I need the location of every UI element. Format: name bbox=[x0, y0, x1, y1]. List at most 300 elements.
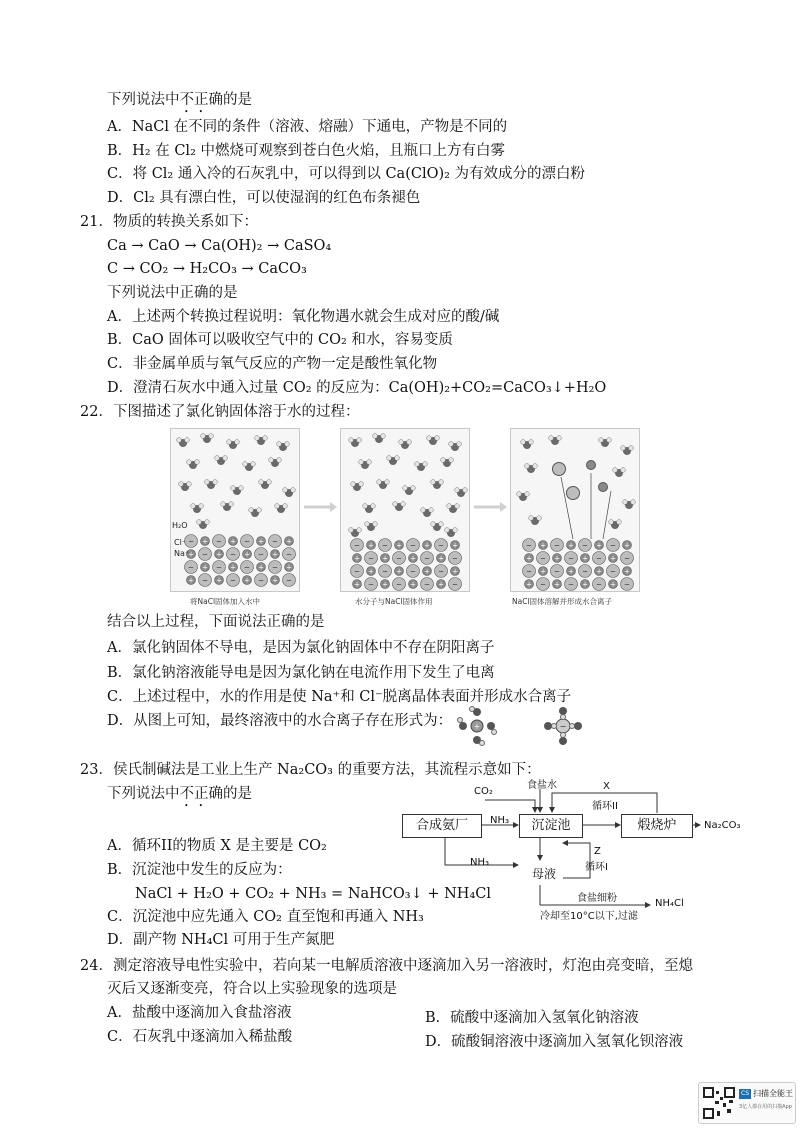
svg-text:+: + bbox=[396, 567, 402, 576]
svg-text:−: − bbox=[286, 576, 292, 585]
svg-text:−: − bbox=[382, 567, 388, 576]
cooling-label: 冷却至10°C以下,过滤 bbox=[540, 911, 638, 922]
svg-text:−: − bbox=[540, 554, 546, 563]
water-molecule bbox=[255, 436, 268, 445]
svg-text:−: − bbox=[368, 580, 374, 589]
nacl-panel-1 bbox=[170, 428, 300, 592]
q23-ask bbox=[107, 784, 252, 810]
water-molecule bbox=[549, 436, 562, 445]
svg-text:+: + bbox=[216, 550, 222, 559]
hydrated-na-ion bbox=[599, 483, 608, 492]
na-ion bbox=[525, 554, 534, 563]
svg-text:−: − bbox=[424, 580, 430, 589]
q21-option-c: C．非金属单质与氧气反应的产物一定是酸性氧化物 bbox=[107, 356, 438, 372]
svg-text:−: − bbox=[230, 576, 236, 585]
q22-option-c: C．上述过程中，水的作用是使 Na⁺和 Cl⁻脱离晶体表面并形成水合离子 bbox=[107, 689, 572, 705]
water-molecule bbox=[623, 500, 636, 509]
svg-text:−: − bbox=[424, 554, 430, 563]
cl-ion bbox=[227, 548, 240, 561]
svg-text:−: − bbox=[582, 541, 588, 550]
na-ion bbox=[353, 580, 362, 589]
nh3-label-top: NH₃ bbox=[490, 815, 510, 826]
water-molecule bbox=[227, 440, 240, 449]
cl-ion bbox=[435, 565, 448, 578]
water-molecule bbox=[205, 480, 218, 489]
na-ion bbox=[353, 554, 362, 563]
svg-text:−: − bbox=[272, 537, 278, 546]
cl-ion bbox=[241, 535, 254, 548]
svg-text:−: − bbox=[396, 554, 402, 563]
cl-ion bbox=[393, 552, 406, 565]
q21-option-b: B．CaO 固体可以吸收空气中的 CO₂ 和水，容易变质 bbox=[107, 332, 453, 348]
h2o-label: H₂O bbox=[172, 521, 188, 530]
badge-subtitle: 3亿人都在用的扫描App bbox=[739, 1104, 792, 1110]
svg-text:+: + bbox=[410, 554, 416, 563]
cs-logo: CS bbox=[741, 1090, 749, 1097]
svg-text:−: − bbox=[568, 580, 574, 589]
water-molecule bbox=[283, 488, 296, 497]
na-ion bbox=[581, 580, 590, 589]
svg-text:+: + bbox=[554, 554, 560, 563]
q20-option-a: A．NaCl 在不同的条件（溶液、熔融）下通电，产物是不同的 bbox=[107, 119, 508, 135]
svg-text:+: + bbox=[473, 722, 481, 731]
svg-text:+: + bbox=[202, 537, 208, 546]
panel-1-caption: 将NaCl固体加入水中 bbox=[190, 597, 261, 606]
na-ion bbox=[367, 567, 376, 576]
water-molecule bbox=[269, 458, 282, 467]
water-molecule bbox=[363, 504, 376, 513]
svg-text:+: + bbox=[382, 554, 388, 563]
water-molecule bbox=[177, 438, 190, 447]
q20-option-d: D．Cl₂ 具有漂白性，可以使湿润的红色布条褪色 bbox=[107, 190, 421, 206]
cl-ion bbox=[537, 552, 550, 565]
q20-ask-post: 确的是 bbox=[208, 92, 252, 108]
svg-text:+: + bbox=[272, 550, 278, 559]
na-ion bbox=[595, 541, 604, 550]
hydrated-cl-ion bbox=[567, 487, 580, 500]
cl-ion bbox=[213, 561, 226, 574]
q21-chain-2: C → CO₂ → H₂CO₃ → CaCO₃ bbox=[107, 261, 307, 277]
co2-label: CO₂ bbox=[474, 786, 493, 797]
q24-stem-line-2: 灭后又逐渐变亮，符合以上实验现象的选项是 bbox=[107, 981, 397, 997]
q24-option-b: B．硫酸中逐滴加入氢氧化钠溶液 bbox=[425, 1010, 639, 1026]
q23-option-c: C．沉淀池中应先通入 CO₂ 直至饱和再通入 NH₃ bbox=[107, 909, 424, 925]
svg-text:+: + bbox=[424, 567, 430, 576]
cl-ion bbox=[565, 578, 578, 591]
cl-ion bbox=[523, 539, 536, 552]
svg-text:−: − bbox=[354, 567, 360, 576]
water-molecule bbox=[521, 440, 534, 449]
cl-ion bbox=[621, 552, 634, 565]
svg-text:+: + bbox=[230, 563, 236, 572]
hydrated-ion-na-icon bbox=[452, 706, 502, 746]
na-ion bbox=[567, 567, 576, 576]
q23-option-a: A．循环II的物质 X 是主要是 CO₂ bbox=[107, 838, 327, 854]
svg-text:+: + bbox=[258, 537, 264, 546]
svg-text:−: − bbox=[624, 580, 630, 589]
arrow-right-icon bbox=[302, 500, 338, 514]
svg-text:+: + bbox=[272, 576, 278, 585]
svg-text:−: − bbox=[258, 576, 264, 585]
q24-option-c: C．石灰乳中逐滴加入稀盐酸 bbox=[107, 1029, 293, 1045]
water-molecule bbox=[431, 480, 444, 489]
z-label: Z bbox=[594, 846, 601, 857]
svg-text:−: − bbox=[526, 541, 532, 550]
cycle-2-label: 循环II bbox=[592, 801, 618, 812]
water-molecule bbox=[525, 464, 538, 473]
svg-text:+: + bbox=[554, 580, 560, 589]
na-ion bbox=[395, 567, 404, 576]
salt-powder-label: 食盐细粉 bbox=[577, 893, 617, 904]
na-ion bbox=[437, 554, 446, 563]
water-molecule bbox=[191, 504, 204, 513]
dissolve-arrow bbox=[603, 491, 611, 539]
water-molecule bbox=[393, 502, 406, 511]
water-molecule bbox=[403, 486, 416, 495]
svg-text:−: − bbox=[540, 580, 546, 589]
precipitation-tank-box: 沉淀池 bbox=[519, 814, 583, 838]
water-molecule bbox=[441, 458, 454, 467]
cl-ion bbox=[607, 539, 620, 552]
na-ion bbox=[271, 550, 280, 559]
na-ion bbox=[285, 563, 294, 572]
cl-ion bbox=[379, 565, 392, 578]
na-ion bbox=[229, 563, 238, 572]
svg-text:+: + bbox=[286, 537, 292, 546]
na-ion bbox=[215, 550, 224, 559]
q23-option-b: B．沉淀池中发生的反应为： bbox=[107, 862, 292, 878]
cycle-1-label: 循环I bbox=[585, 862, 608, 873]
svg-text:−: − bbox=[216, 563, 222, 572]
svg-text:−: − bbox=[396, 580, 402, 589]
water-molecule bbox=[377, 480, 390, 489]
nacl-panel-1-drawing bbox=[171, 429, 299, 591]
cl-ion bbox=[593, 578, 606, 591]
svg-text:+: + bbox=[258, 563, 264, 572]
na-ion bbox=[271, 576, 280, 585]
svg-text:+: + bbox=[610, 580, 616, 589]
na-ion bbox=[187, 576, 196, 585]
na-ion bbox=[243, 550, 252, 559]
svg-text:−: − bbox=[230, 550, 236, 559]
cl-ion bbox=[255, 548, 268, 561]
q21-option-d: D．澄清石灰水中通入过量 CO₂ 的反应为：Ca(OH)₂+CO₂=CaCO₃↓+H₂O bbox=[107, 380, 607, 396]
svg-text:+: + bbox=[568, 541, 574, 550]
svg-text:+: + bbox=[354, 554, 360, 563]
water-molecule bbox=[399, 440, 412, 449]
svg-text:+: + bbox=[286, 563, 292, 572]
water-molecule bbox=[613, 468, 626, 477]
water-molecule bbox=[373, 434, 386, 443]
na-ion bbox=[423, 567, 432, 576]
cl-ion bbox=[579, 539, 592, 552]
svg-text:+: + bbox=[230, 537, 236, 546]
water-molecule bbox=[621, 446, 634, 455]
q24-option-a: A．盐酸中逐滴加入食盐溶液 bbox=[107, 1005, 292, 1021]
cl-ion bbox=[565, 552, 578, 565]
calcination-furnace-box: 煅烧炉 bbox=[621, 814, 693, 838]
na-label: Na⁺ bbox=[174, 549, 190, 558]
q21-stem: 21．物质的转换关系如下： bbox=[80, 214, 258, 230]
q21-option-a: A．上述两个转换过程说明：氧化物遇水就会生成对应的酸/碱 bbox=[107, 309, 500, 325]
svg-text:−: − bbox=[568, 554, 574, 563]
hydrated-cl-ion bbox=[553, 463, 566, 476]
na-ion bbox=[525, 580, 534, 589]
water-molecule bbox=[277, 442, 290, 451]
svg-text:−: − bbox=[526, 567, 532, 576]
water-molecule bbox=[365, 522, 378, 531]
cl-ion bbox=[551, 539, 564, 552]
svg-text:−: − bbox=[286, 550, 292, 559]
q21-chain-1: Ca → CaO → Ca(OH)₂ → CaSO₄ bbox=[107, 238, 332, 254]
svg-text:−: − bbox=[596, 554, 602, 563]
water-molecule bbox=[215, 456, 228, 465]
na-ion bbox=[201, 563, 210, 572]
svg-text:+: + bbox=[368, 567, 374, 576]
cl-ion bbox=[283, 574, 296, 587]
cl-ion bbox=[351, 565, 364, 578]
svg-text:+: + bbox=[438, 554, 444, 563]
svg-text:+: + bbox=[610, 554, 616, 563]
water-molecule bbox=[415, 462, 428, 471]
svg-text:−: − bbox=[188, 563, 194, 572]
cl-label: Cl⁻ bbox=[174, 538, 187, 547]
cl-ion bbox=[407, 565, 420, 578]
na-ion bbox=[409, 580, 418, 589]
nh3-label-bottom: NH₃ bbox=[470, 857, 490, 868]
svg-text:+: + bbox=[202, 563, 208, 572]
svg-text:−: − bbox=[554, 567, 560, 576]
svg-text:−: − bbox=[410, 541, 416, 550]
water-molecule bbox=[447, 504, 460, 513]
na-ion bbox=[581, 554, 590, 563]
na-ion bbox=[367, 541, 376, 550]
svg-text:+: + bbox=[368, 541, 374, 550]
svg-text:−: − bbox=[582, 567, 588, 576]
water-molecule bbox=[179, 482, 192, 491]
na-ion bbox=[437, 580, 446, 589]
q23-option-d: D．副产物 NH₄Cl 可用于生产氮肥 bbox=[107, 932, 335, 948]
svg-text:+: + bbox=[438, 580, 444, 589]
q22-option-d: D．从图上可知，最终溶液中的水合离子存在形式为： bbox=[107, 713, 453, 729]
svg-text:+: + bbox=[526, 554, 532, 563]
arrow-right-icon bbox=[472, 500, 508, 514]
na-ion bbox=[423, 541, 432, 550]
hydrated-na-ion bbox=[587, 461, 596, 470]
svg-text:+: + bbox=[188, 576, 194, 585]
water-molecule bbox=[445, 528, 458, 537]
svg-text:−: − bbox=[438, 567, 444, 576]
na-ion bbox=[381, 580, 390, 589]
na-ion bbox=[609, 580, 618, 589]
q22-option-a: A．氯化钠固体不导电，是因为氯化钠固体中不存在阴阳离子 bbox=[107, 640, 495, 656]
cl-ion bbox=[213, 535, 226, 548]
svg-text:+: + bbox=[452, 567, 458, 576]
water-molecule bbox=[249, 508, 262, 517]
nacl-panel-2-drawing bbox=[341, 429, 469, 591]
water-molecule bbox=[421, 508, 434, 517]
scanner-badge bbox=[698, 1082, 796, 1124]
panel-3-caption: NaCl固体溶解并形成水合离子 bbox=[512, 597, 613, 606]
q20-ask-emph: 不正 bbox=[179, 92, 209, 108]
svg-text:−: − bbox=[258, 550, 264, 559]
na-ion bbox=[539, 541, 548, 550]
panel-2-caption: 水分子与NaCl固体作用 bbox=[355, 597, 433, 606]
nh4cl-label: NH₄Cl bbox=[655, 898, 684, 909]
cl-ion bbox=[449, 578, 462, 591]
svg-text:−: − bbox=[624, 554, 630, 563]
water-molecule bbox=[275, 504, 288, 513]
water-molecule bbox=[351, 482, 364, 491]
q23-option-b-equation: NaCl + H₂O + CO₂ + NH₃ = NaHCO₃↓ + NH₄Cl bbox=[135, 886, 491, 902]
cl-ion bbox=[269, 561, 282, 574]
cl-ion bbox=[365, 552, 378, 565]
svg-text:+: + bbox=[244, 550, 250, 559]
water-molecule bbox=[197, 520, 210, 529]
cl-ion bbox=[351, 539, 364, 552]
na-ion bbox=[451, 567, 460, 576]
svg-text:+: + bbox=[624, 567, 630, 576]
water-molecule bbox=[359, 460, 372, 469]
water-molecule bbox=[517, 492, 530, 501]
cl-ion bbox=[435, 539, 448, 552]
water-molecule bbox=[231, 486, 244, 495]
cl-ion bbox=[421, 578, 434, 591]
water-molecule bbox=[609, 520, 622, 529]
na-ion bbox=[395, 541, 404, 550]
cl-ion bbox=[407, 539, 420, 552]
water-molecule bbox=[349, 528, 362, 537]
water-molecule bbox=[259, 480, 272, 489]
svg-text:+: + bbox=[596, 541, 602, 550]
svg-text:−: − bbox=[452, 580, 458, 589]
cl-ion bbox=[379, 539, 392, 552]
cl-ion bbox=[185, 561, 198, 574]
q20-option-c: C．将 Cl₂ 通入冷的石灰乳中，可以得到以 Ca(ClO)₂ 为有效成分的漂白粉 bbox=[107, 166, 586, 182]
svg-text:−: − bbox=[559, 722, 567, 731]
q20-option-b: B．H₂ 在 Cl₂ 中燃烧可观察到苍白色火焰，且瓶口上方有白雾 bbox=[107, 143, 505, 159]
svg-text:−: − bbox=[368, 554, 374, 563]
na-ion bbox=[257, 537, 266, 546]
cl-ion bbox=[393, 578, 406, 591]
q23-ask-pre: 下列说法中 bbox=[107, 786, 180, 802]
svg-text:+: + bbox=[396, 541, 402, 550]
q22-stem: 22．下图描述了氯化钠固体溶于水的过程： bbox=[80, 404, 360, 420]
water-molecule bbox=[449, 442, 462, 451]
water-molecule bbox=[599, 438, 612, 447]
mother-liquor-label: 母液 bbox=[532, 867, 557, 881]
svg-text:−: − bbox=[452, 554, 458, 563]
svg-text:−: − bbox=[610, 567, 616, 576]
svg-text:+: + bbox=[244, 576, 250, 585]
svg-text:+: + bbox=[540, 541, 546, 550]
svg-text:+: + bbox=[424, 541, 430, 550]
svg-text:+: + bbox=[624, 541, 630, 550]
badge-title: 扫描全能王 bbox=[753, 1089, 793, 1098]
na-ion bbox=[285, 537, 294, 546]
water-molecule bbox=[455, 488, 468, 497]
na-ion bbox=[623, 567, 632, 576]
nacl-panel-3-drawing bbox=[511, 429, 639, 591]
na-ion bbox=[595, 567, 604, 576]
cl-ion bbox=[185, 535, 198, 548]
flow-connectors bbox=[395, 775, 755, 925]
q24-stem-line-1: 24．测定溶液导电性实验中，若向某一电解质溶液中逐滴加入另一溶液时，灯泡由亮变暗，至熄 bbox=[80, 958, 693, 974]
q20-ask-pre: 下列说法中 bbox=[107, 92, 180, 108]
svg-text:−: − bbox=[354, 541, 360, 550]
svg-text:+: + bbox=[188, 550, 194, 559]
svg-text:−: − bbox=[438, 541, 444, 550]
qr-code-icon bbox=[703, 1087, 735, 1119]
water-molecule bbox=[243, 462, 256, 471]
svg-text:+: + bbox=[596, 567, 602, 576]
na-ion bbox=[381, 554, 390, 563]
cl-ion bbox=[579, 565, 592, 578]
svg-text:+: + bbox=[382, 580, 388, 589]
nacl-panel-2 bbox=[340, 428, 470, 592]
water-molecule bbox=[427, 436, 440, 445]
svg-text:−: − bbox=[216, 537, 222, 546]
cl-ion bbox=[365, 578, 378, 591]
cl-ion bbox=[449, 552, 462, 565]
svg-text:+: + bbox=[582, 580, 588, 589]
na-ion bbox=[623, 541, 632, 550]
x-label: X bbox=[603, 781, 610, 792]
cl-ion bbox=[269, 535, 282, 548]
svg-text:+: + bbox=[582, 554, 588, 563]
cl-ion bbox=[607, 565, 620, 578]
q21-ask: 下列说法中正确的是 bbox=[107, 285, 238, 301]
cl-ion bbox=[199, 548, 212, 561]
hydrated-ion-cl-icon bbox=[538, 706, 588, 746]
cl-ion bbox=[421, 552, 434, 565]
na-ion bbox=[201, 537, 210, 546]
cl-ion bbox=[551, 565, 564, 578]
svg-text:+: + bbox=[526, 580, 532, 589]
svg-text:−: − bbox=[188, 537, 194, 546]
na-ion bbox=[243, 576, 252, 585]
na-ion bbox=[539, 567, 548, 576]
q24-option-d: D．硫酸铜溶液中逐滴加入氢氧化钡溶液 bbox=[425, 1034, 684, 1050]
q23-ask-post: 确的是 bbox=[208, 786, 252, 802]
svg-text:+: + bbox=[216, 576, 222, 585]
svg-text:−: − bbox=[596, 580, 602, 589]
svg-text:−: − bbox=[382, 541, 388, 550]
svg-text:+: + bbox=[410, 580, 416, 589]
na-ion bbox=[257, 563, 266, 572]
cl-ion bbox=[227, 574, 240, 587]
svg-text:−: − bbox=[202, 550, 208, 559]
svg-text:−: − bbox=[554, 541, 560, 550]
svg-text:−: − bbox=[202, 576, 208, 585]
svg-text:−: − bbox=[244, 537, 250, 546]
nacl-panel-3 bbox=[510, 428, 640, 592]
na-ion bbox=[609, 554, 618, 563]
na-ion bbox=[409, 554, 418, 563]
water-molecule bbox=[431, 522, 444, 531]
cl-ion bbox=[621, 578, 634, 591]
na-ion bbox=[451, 541, 460, 550]
water-molecule bbox=[529, 516, 542, 525]
na-ion bbox=[567, 541, 576, 550]
product-label: Na₂CO₃ bbox=[704, 820, 741, 831]
salt-water-label: 食盐水 bbox=[527, 780, 557, 791]
svg-text:−: − bbox=[244, 563, 250, 572]
ammonia-plant-box: 合成氨厂 bbox=[402, 814, 482, 838]
q22-ask: 结合以上过程，下面说法正确的是 bbox=[107, 614, 325, 630]
q20-ask bbox=[107, 90, 252, 116]
svg-text:−: − bbox=[272, 563, 278, 572]
